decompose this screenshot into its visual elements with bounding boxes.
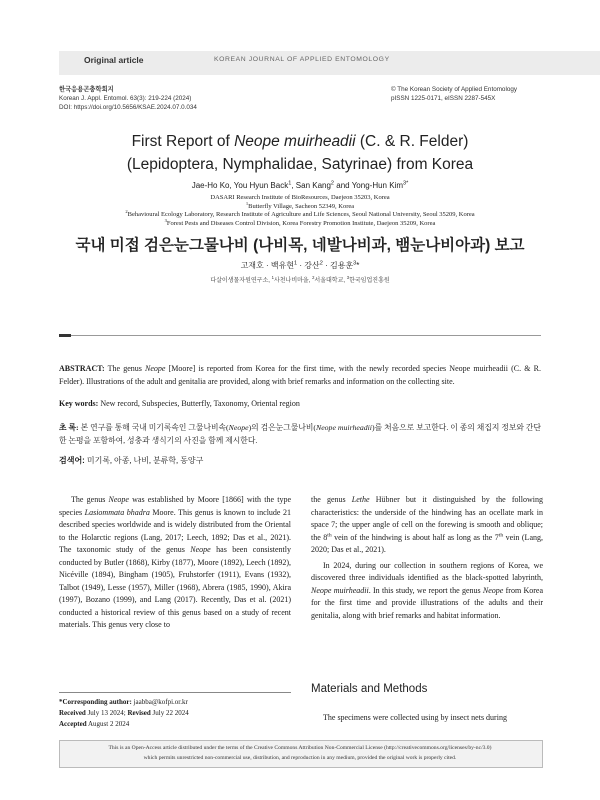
author-sup: 2 bbox=[330, 180, 335, 187]
author-sup: 3* bbox=[403, 180, 409, 187]
affiliation-3: $^3$Forest Pests and Diseases Control Division, Korea Forestry Promotion Institute, Daejeon 35209, Korea bbox=[164, 217, 436, 227]
affiliation-main: DASARI Research Institute of BioResources, Daejeon 35203, Korea bbox=[210, 194, 390, 201]
keywords-label: Key words: bbox=[59, 399, 99, 408]
corresponding-author: *Corresponding author: jaabba@kofpi.or.kr bbox=[59, 698, 188, 706]
author-sup: 1 bbox=[288, 180, 292, 187]
body-column-right bbox=[311, 494, 543, 622]
abstract: ABSTRACT: The genus Neope [Moore] is reported from Korea for the first time, with the newly recorded species Neope muirheadii (C. & R. Felder). Illustrations of the adult and genitalia are provided, along with brief remarks and information on the collecting site. bbox=[59, 364, 541, 386]
body-paragraph: the genus Lethe Hübner but it distinguished by the following characteristics: the underside of the hindwing has an ocellate mark in space 7; the upper angle of cell on the forewing is smooth and oblique; the 8th vein of the hindwing is about half as long as the 7th vein (Lang, 2020; Das et al., 2021). bbox=[311, 495, 544, 554]
korean-title: 국내 미접 검은눈그물나비 (나비목, 네발나비과, 뱀눈나비아과) 보고 bbox=[75, 237, 525, 254]
footnote bbox=[59, 697, 291, 730]
korean-abstract-label: 초 록: bbox=[59, 423, 79, 432]
author-name: You Hyun Back bbox=[233, 181, 289, 190]
title-suffix: (C. & R. Felder) bbox=[355, 133, 469, 150]
article-type-label: Original article bbox=[84, 55, 144, 65]
license-line2: which permits unrestricted non-commercial use, distribution, and reproduction in any medium, provided the original work is properly cited. bbox=[143, 755, 457, 761]
license-text bbox=[59, 743, 541, 763]
korean-keywords-label: 검색어: bbox=[59, 456, 85, 465]
article-title bbox=[0, 133, 600, 151]
article-title-line2: (Lepidoptera, Nymphalidae, Satyrinae) from Korea bbox=[126, 156, 474, 173]
author-name: San Kang bbox=[295, 181, 331, 190]
accepted-date: Accepted August 2 2024 bbox=[59, 720, 130, 728]
copyright-block bbox=[391, 85, 541, 103]
journal-korean-name: 한국응용곤충학회지 bbox=[59, 86, 114, 93]
email-link[interactable]: jaabba@kofpi.or.kr bbox=[131, 698, 188, 706]
keywords: Key words: New record, Subspecies, Butterfly, Taxonomy, Oriental region bbox=[59, 399, 300, 408]
journal-citation: Korean J. Appl. Entomol. 63(3): 219-224 (2024) bbox=[59, 95, 192, 102]
issn-text: pISSN 1225-0171, eISSN 2287-545X bbox=[391, 95, 496, 102]
title-species: Neope muirheadii bbox=[234, 133, 356, 150]
korean-affiliations: 다살이생물자원연구소, $^1$사천나비마을, $^2$서울대학교, $^3$한국임업진흥원 bbox=[210, 275, 390, 284]
footnote-divider bbox=[59, 692, 291, 693]
abstract-label: ABSTRACT: bbox=[59, 364, 105, 373]
section-divider-thick bbox=[59, 334, 71, 337]
methods-paragraph: The specimens were collected using by insect nets during bbox=[323, 713, 507, 722]
section-heading-methods: Materials and Methods bbox=[311, 683, 428, 695]
korean-abstract: 초 록: 본 연구를 통해 국내 미기록속인 그물나비속(Neope)의 검은눈그물나비(Neope muirheadii)를 처음으로 보고한다. 이 종의 채집지 정보와 간단한 논평을 포함하여, 성충과 생식기의 사진을 함께 제시한다. bbox=[59, 423, 541, 445]
korean-keywords: 검색어: 미기록, 아종, 나비, 분류학, 동양구 bbox=[59, 456, 204, 465]
received-date: Received July 13 2024; Revised July 22 2024 bbox=[59, 709, 189, 717]
author-name: Yong-Hun Kim bbox=[351, 181, 403, 190]
journal-band-title: KOREAN JOURNAL OF APPLIED ENTOMOLOGY bbox=[214, 56, 390, 63]
author-name: Jae-Ho Ko bbox=[191, 181, 230, 190]
title-prefix: First Report of bbox=[131, 133, 235, 150]
body-paragraph: The genus Neope was established by Moore [1866] with the type species Lasiommata bhadra Moore. This genus is known to include 21 described species worldwide and is widely distributed from the Oriental to the Holarctic regions (Lang, 2017; Leech, 1892; Das et al., 2021). The taxonomic study of the genus Neope has been consistently conducted by Butler (1868), Kirby (1877), Moore (1892), Leech (1892), Nicéville (1894), Bingham (1905), Fruhstorfer (1911), Evans (1932), Talbot (1949), Lesse (1957), Miller (1968), Abrera (1985, 1990), Akira (1997), Bozano (1999), and Lang (2017). Recently, Das et al. (2021) conducted a historical review of this genus based on a study of recent materials. This genus very close to bbox=[59, 495, 291, 629]
affiliation-2: $^2$Behavioural Ecology Laboratory, Research Institute of Agriculture and Life Sciences, Seoul National University, Seoul 35209, Korea bbox=[125, 208, 475, 218]
copyright-text: © The Korean Society of Applied Entomology bbox=[391, 86, 517, 93]
section-divider bbox=[71, 335, 541, 336]
affiliation-1: $^1$Butterfly Village, Sacheon 52349, Korea bbox=[245, 200, 355, 210]
author-list: Jae-Ho Ko, You Hyun Back$^1$, San Kang$^2$ and Yong-Hun Kim$^{3*}$ bbox=[191, 180, 409, 190]
korean-authors: 고재호 · 백유현$^1$ · 강산$^2$ · 김용훈$^3$* bbox=[240, 260, 360, 270]
body-column-left bbox=[59, 494, 291, 632]
journal-meta bbox=[59, 85, 197, 112]
license-line1: This is an Open-Access article distributed under the terms of the Creative Commons Attribution Non-Commercial License (http://creativecommons.org/licenses/by-nc/3.0) bbox=[108, 745, 492, 751]
body-paragraph: In 2024, during our collection in southern regions of Korea, we discovered three individuals identified as the black-spotted labyrinth, Neope muirheadii. In this study, we report the genus Neope from Korea for the first time and provide illustrations of the adults and their genitalia, along with brief remarks and habitat information. bbox=[311, 560, 544, 620]
doi-link[interactable]: DOI: https://doi.org/10.5656/KSAE.2024.07.0.034 bbox=[59, 104, 197, 111]
